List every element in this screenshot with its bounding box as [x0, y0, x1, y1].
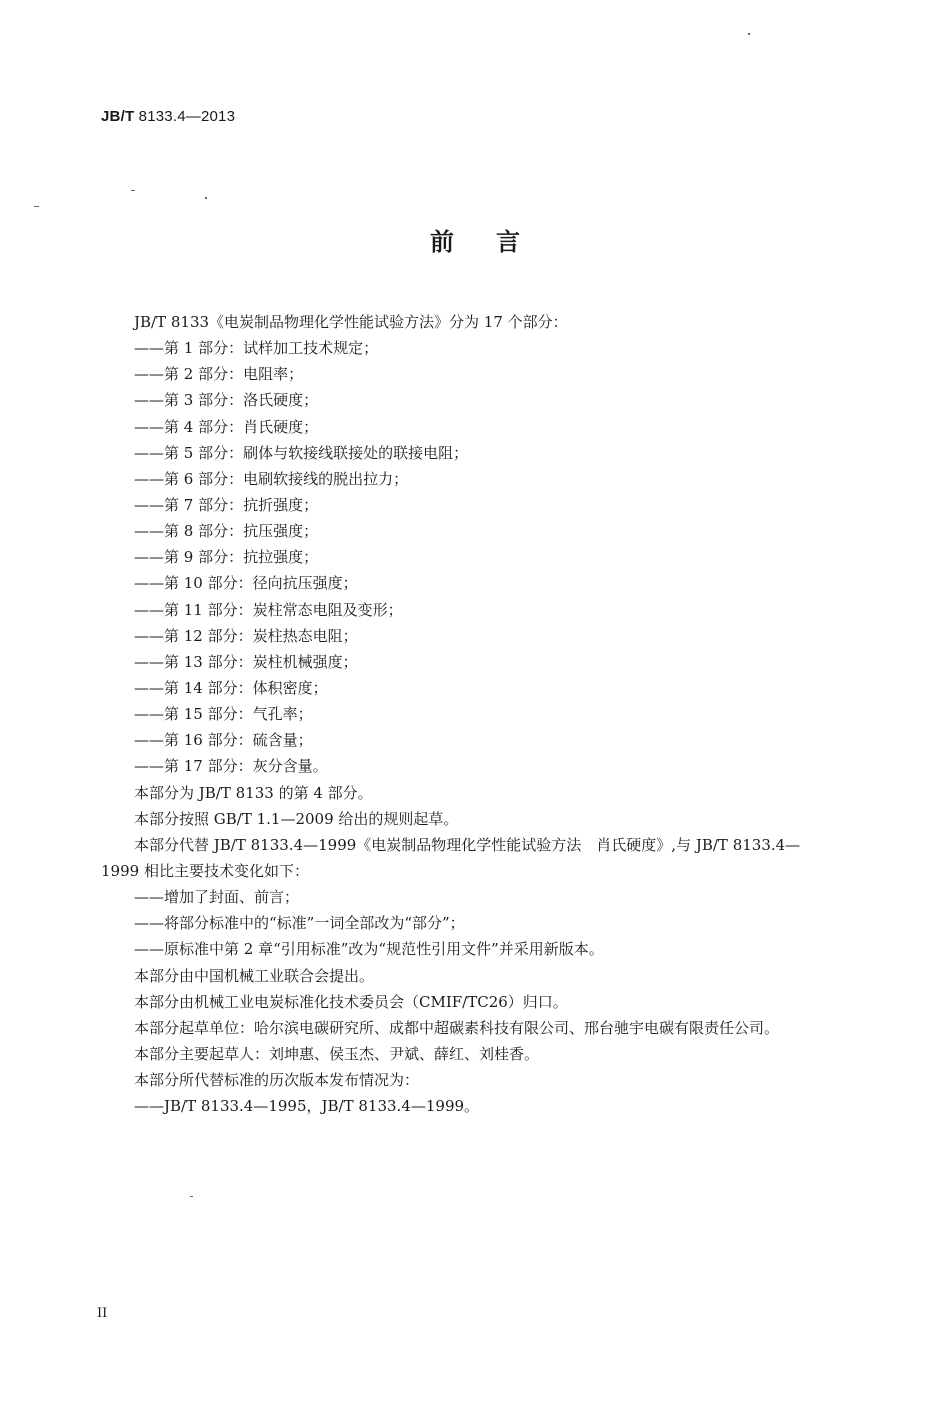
list-item-part-17: ——第 17 部分：灰分含量。	[134, 757, 328, 776]
paragraph-managed-by: 本部分由机械工业电炭标准化技术委员会（CMIF/TC26）归口。	[134, 992, 568, 1011]
paragraph-proposed-by: 本部分由中国机械工业联合会提出。	[134, 966, 375, 985]
list-item-part-6: ——第 6 部分：电刷软接线的脱出拉力；	[134, 469, 409, 488]
list-item-part-14: ——第 14 部分：体积密度；	[134, 678, 328, 697]
list-item-part-8: ——第 8 部分：抗压强度；	[134, 522, 319, 541]
paragraph-part-number: 本部分为 JB/T 8133 的第 4 部分。	[134, 783, 373, 802]
list-item-part-7: ——第 7 部分：抗折强度；	[134, 495, 319, 514]
document-code-number: 8133.4—2013	[134, 108, 236, 125]
list-item-part-16: ——第 16 部分：硫含量；	[134, 731, 313, 750]
scan-speck	[34, 206, 39, 207]
paragraph-intro: JB/T 8133《电炭制品物理化学性能试验方法》分为 17 个部分：	[134, 313, 568, 331]
foreword-body	[101, 309, 886, 1119]
list-item-change-1: ——增加了封面、前言；	[134, 888, 300, 907]
list-item-part-9: ——第 9 部分：抗拉强度；	[134, 548, 319, 567]
paragraph-replaces: 本部分代替 JB/T 8133.4—1999《电炭制品物理化学性能试验方法 肖氏硬度》,与 JB/T 8133.4—	[134, 835, 801, 854]
paragraph-drafting-rules: 本部分按照 GB/T 1.1—2009 给出的规则起草。	[134, 809, 459, 828]
scan-speck	[190, 1196, 193, 1197]
page-title: 前言	[430, 228, 562, 256]
list-item-part-3: ——第 3 部分：洛氏硬度；	[134, 391, 319, 410]
list-item-part-5: ——第 5 部分：刷体与软接线联接处的联接电阻；	[134, 443, 469, 462]
document-code-prefix: JB/T	[101, 108, 135, 125]
document-code	[101, 108, 235, 125]
paragraph-previous-editions: 本部分所代替标准的历次版本发布情况为：	[134, 1071, 420, 1090]
scan-speck	[748, 33, 750, 35]
scan-speck	[205, 197, 207, 199]
list-item-part-12: ——第 12 部分：炭柱热态电阻；	[134, 626, 358, 645]
list-item-part-13: ——第 13 部分：炭柱机械强度；	[134, 652, 358, 671]
paragraph-replaces-continued: 1999 相比主要技术变化如下：	[101, 861, 309, 880]
list-item-change-3: ——原标准中第 2 章“引用标准”改为“规范性引用文件”并采用新版本。	[134, 940, 604, 959]
page-number: II	[97, 1306, 108, 1321]
list-item-part-1: ——第 1 部分：试样加工技术规定；	[134, 339, 379, 358]
list-item-part-11: ——第 11 部分：炭柱常态电阻及变形；	[134, 600, 403, 619]
list-item-part-15: ——第 15 部分：气孔率；	[134, 705, 313, 724]
paragraph-drafting-units: 本部分起草单位：哈尔滨电碳研究所、成都中超碳素科技有限公司、邢台驰宇电碳有限责任公司。	[134, 1018, 780, 1037]
list-item-previous-editions: ——JB/T 8133.4—1995，JB/T 8133.4—1999。	[134, 1097, 480, 1116]
scan-speck	[131, 190, 135, 191]
list-item-part-2: ——第 2 部分：电阻率；	[134, 365, 304, 384]
list-item-part-10: ——第 10 部分：径向抗压强度；	[134, 574, 358, 593]
paragraph-drafters: 本部分主要起草人：刘坤惠、侯玉杰、尹斌、薛红、刘桂香。	[134, 1044, 540, 1063]
list-item-part-4: ——第 4 部分：肖氏硬度；	[134, 417, 319, 436]
list-item-change-2: ——将部分标准中的“标准”一词全部改为“部分”；	[134, 914, 465, 933]
